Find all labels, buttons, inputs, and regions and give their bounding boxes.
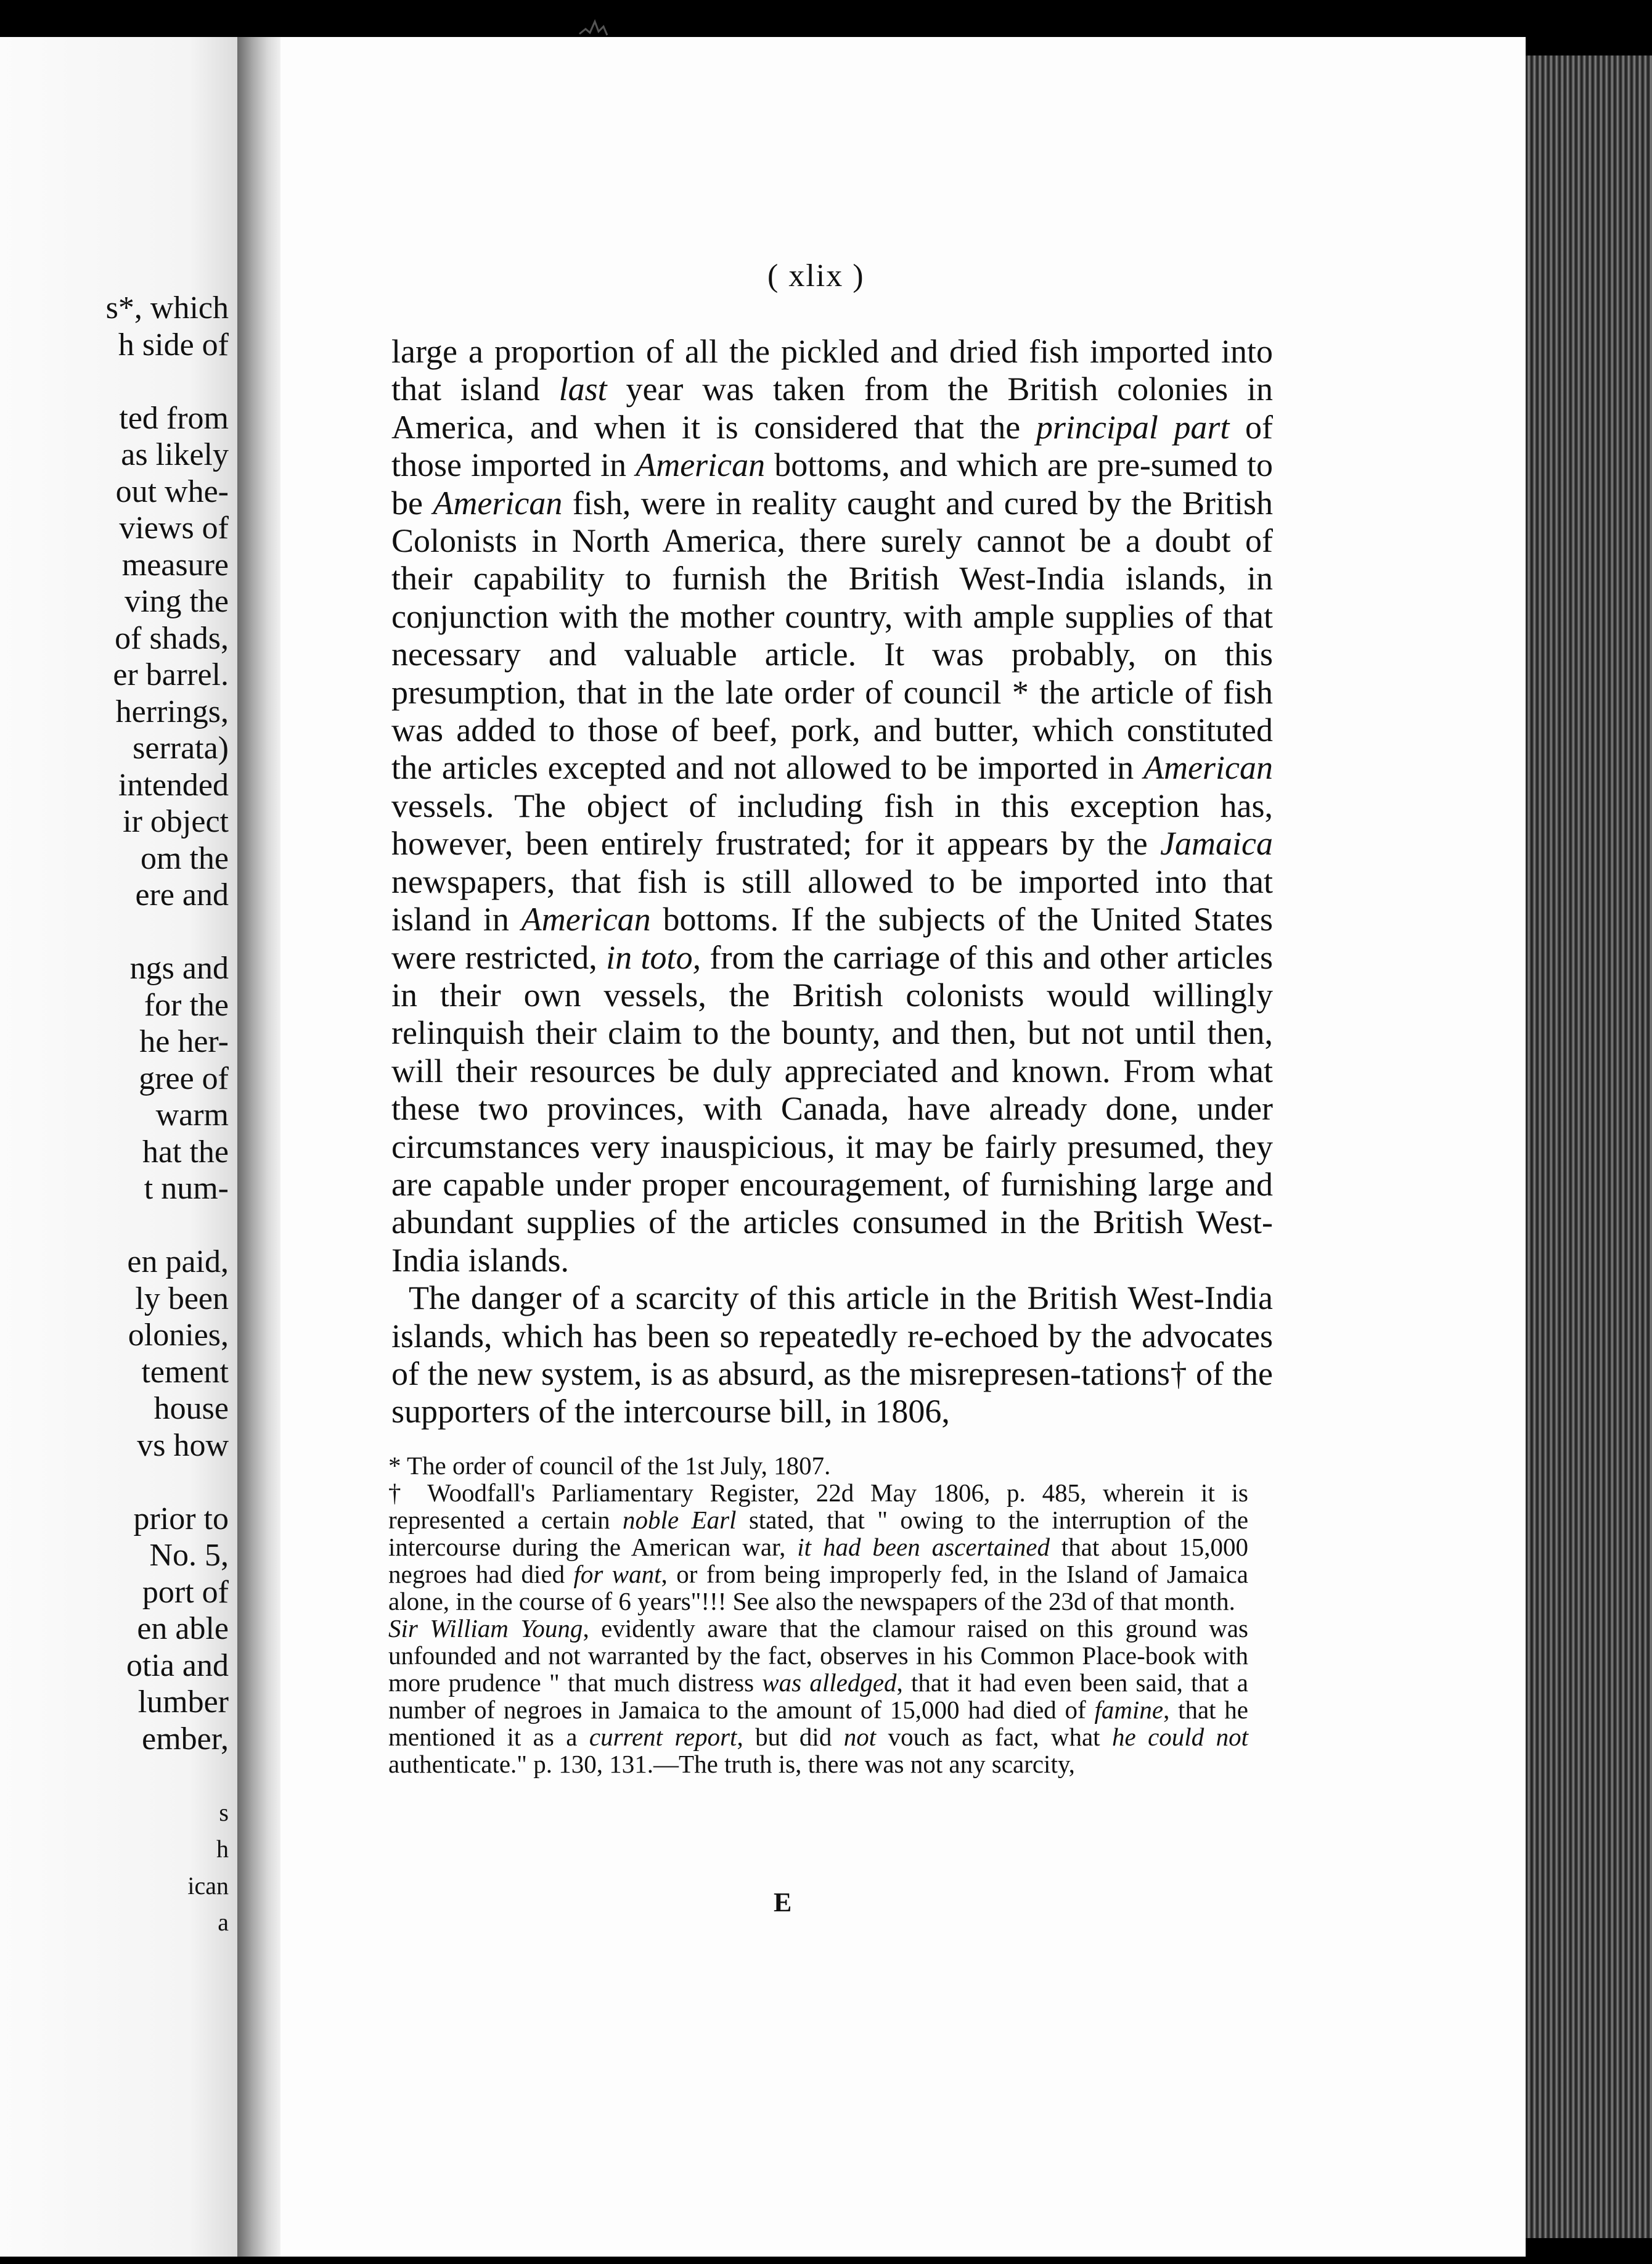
footnote-2: † Woodfall's Parliamentary Register, 22d May 1806, p. 485, wherein it is represented a certain noble Earl stated, that " owing to the interruption of the intercourse during the American war, it had been ascertained that about 15,000 negroes had died for want, or from being improperly fed, in the Island of Jamaica alone, in the course of 6 years"!!! See also the newspapers of the 23d of that month. <box>388 1479 1249 1615</box>
left-page-fragment: measure <box>121 547 229 583</box>
left-page-fragment: ving the <box>125 584 229 619</box>
page-fore-edge <box>1526 55 1652 2238</box>
left-page-margin <box>0 37 237 2257</box>
page-number-header: ( xlix ) <box>767 258 865 293</box>
left-page-fragment: No. 5, <box>149 1538 229 1573</box>
left-page-fragment: olonies, <box>128 1318 229 1353</box>
left-page-fragment: intended <box>118 767 229 803</box>
book-gutter <box>237 37 280 2257</box>
left-page-fragment: tement <box>141 1354 229 1390</box>
left-page-fragment: ere and <box>135 877 229 913</box>
footnotes <box>351 1452 1248 1778</box>
left-page-fragment: for the <box>144 987 229 1023</box>
signature-mark: E <box>774 1887 792 1917</box>
left-page-fragment: serrata) <box>133 731 229 766</box>
ink-speck <box>576 15 613 40</box>
paragraph-2: The danger of a scarcity of this article in the British West-India islands, which has been so repeatedly re-echoed by the advocates of the new system, is as absurd, as the misrepresen-tations† of the supporters of the intercourse bill, in 1806, <box>391 1279 1273 1430</box>
left-page-fragment: out whe- <box>115 474 229 509</box>
left-page-fragment: er barrel. <box>113 657 229 692</box>
footnote-1: * The order of council of the 1st July, 1807. <box>388 1451 831 1480</box>
left-page-fragment: h side of <box>118 327 229 363</box>
left-page-fragment: warm <box>155 1097 229 1133</box>
left-page-fragment: of shads, <box>115 620 229 656</box>
main-text <box>391 333 1273 1431</box>
left-page-fragment: ir object <box>123 804 229 839</box>
left-page-fragment: s*, which <box>105 290 229 326</box>
left-page-fragment: ngs and <box>129 951 229 986</box>
left-page-fragment: otia and <box>126 1647 229 1683</box>
left-page-fragment: hat the <box>142 1134 229 1170</box>
left-page-fragment: om the <box>141 840 229 876</box>
footnote-3: Sir William Young, evidently aware that the clamour raised on this ground was unfounded and not warranted by the fact, observes in his Common Place-book with more prudence " that much distress was alledged, that it had even been said, that a number of negroes in Jamaica to the amount of 15,000 had died of famine, that he mentioned it as a current report, but did not vouch as fact, what he could not authenticate." p. 130, 131.—The truth is, there was not any scarcity, <box>388 1614 1249 1778</box>
left-page-fragment: gree of <box>139 1060 229 1096</box>
left-page-fragment: house <box>153 1391 229 1426</box>
left-page-fragment: lumber <box>137 1684 229 1720</box>
left-page-fragment: en paid, <box>127 1244 229 1279</box>
paragraph-1: large a proportion of all the pickled and dried fish imported into that island last year was taken from the British colonies in America, and when it is considered that the principal part of those imported in American bottoms, and which are pre-sumed to be American fish, were in reality caught and cured by the British Colonists in North America, there surely cannot be a doubt of their capability to furnish the British West-India islands, in conjunction with the mother country, with ample supplies of that necessary and valuable article. It was probably, on this presumption, that in the late order of council * the article of fish was added to those of beef, pork, and butter, which constituted the articles excepted and not allowed to be imported in American vessels. The object of including fish in this exception has, however, been entirely frustrated; for it appears by the Jamaica newspapers, that fish is still allowed to be imported into that island in American bottoms. If the subjects of the United States were restricted, in toto, from the carriage of this and other articles in their own vessels, the British colonists would willingly relinquish their claim to the bounty, and then, but not until then, will their resources be duly appreciated and known. From what these two provinces, with Canada, have already done, under circumstances very inauspicious, it may be fairly presumed, they are capable under proper encouragement, of furnishing large and abundant supplies of the articles consumed in the British West-India islands. <box>391 333 1274 1279</box>
left-page-fragment: ted from <box>119 400 229 436</box>
left-page-fragment: port of <box>142 1574 229 1610</box>
left-page-fragment: s <box>219 1798 229 1826</box>
left-page-fragment: en able <box>137 1611 229 1646</box>
left-page-fragment: ly been <box>135 1281 229 1316</box>
left-page-fragment: as likely <box>121 437 229 472</box>
left-page-fragment: ican <box>187 1871 229 1900</box>
left-page-fragment: vs how <box>137 1427 229 1463</box>
left-page-fragment: ember, <box>142 1721 229 1757</box>
left-page-fragment: views of <box>119 511 229 546</box>
left-page-fragment: prior to <box>133 1501 229 1536</box>
left-page-fragment: herrings, <box>115 694 229 729</box>
left-page-fragment: h <box>216 1835 229 1863</box>
left-page-fragment: a <box>218 1908 229 1936</box>
left-page-fragment: t num- <box>144 1171 229 1206</box>
left-page-fragment: he her- <box>139 1024 229 1059</box>
